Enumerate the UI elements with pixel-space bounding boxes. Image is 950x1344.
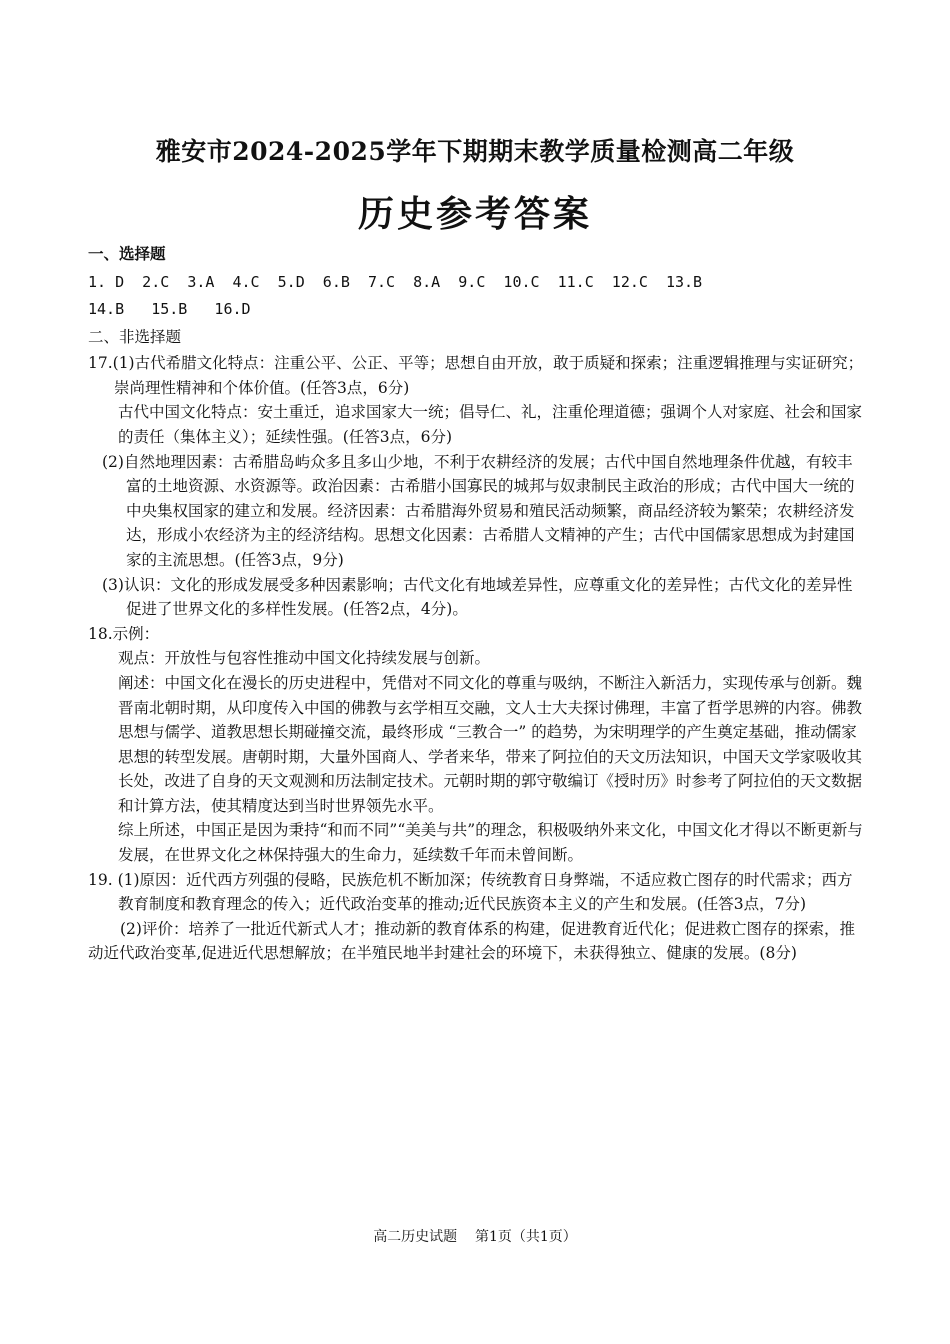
question-18 bbox=[88, 622, 866, 868]
q19-part2: (2)评价：培养了一批近代新式人才；推动新的教育体系的构建，促进教育近代化；促进救亡图存的探索，推动近代政治变革,促进近代思想解放；在半殖民地半封建社会的环境下，未获得独立、健康的发展。(8分) bbox=[88, 919, 855, 963]
q18-viewpoint: 观点：开放性与包容性推动中国文化持续发展与创新。 bbox=[118, 649, 491, 668]
q18-heading: 18.示例： bbox=[88, 624, 160, 643]
q17-part3: (3)认识：文化的形成发展受多种因素影响；古代文化有地域差异性，应尊重文化的差异性；古代文化的差异性促进了世界文化的多样性发展。(任答2点，4分)。 bbox=[102, 575, 853, 619]
document-subtitle: 历史参考答案 bbox=[357, 193, 592, 235]
choice-answers-line-2: 14.B 15.B 16.D bbox=[88, 299, 251, 318]
section-heading-choice: 一、选择题 bbox=[88, 244, 166, 263]
question-19 bbox=[88, 868, 866, 966]
page-footer: 高二历史试题 第1页（共1页） bbox=[373, 1229, 577, 1245]
q19-part1: 19. (1)原因：近代西方列强的侵略，民族危机不断加深；传统教育日身弊端，不适应救亡图存的时代需求；西方教育制度和教育理念的传入；近代政治变革的推动;近代民族资本主义的产生和发展。(任答3点，7分) bbox=[88, 870, 853, 914]
q17-part1: 17.(1)古代希腊文化特点：注重公平、公正、平等；思想自由开放，敢于质疑和探索；注重逻辑推理与实证研究；崇尚理性精神和个体价值。(任答3点，6分) bbox=[88, 354, 864, 397]
q17-part1-china: 古代中国文化特点：安土重迁，追求国家大一统；倡导仁、礼，注重伦理道德；强调个人对家庭、社会和国家的责任（集体主义）；延续性强。(任答3点，6分) bbox=[118, 403, 863, 446]
q18-summary: 综上所述，中国正是因为秉持“和而不同”“美美与共”的理念，积极吸纳外来文化，中国文化才得以不断更新与发展，在世界文化之林保持强大的生命力，延续数千年而未曾间断。 bbox=[118, 821, 863, 865]
q17-part2: (2)自然地理因素：古希腊岛屿众多且多山少地，不利于农耕经济的发展；古代中国自然地理条件优越，有较丰富的土地资源、水资源等。政治因素：古希腊小国寡民的城邦与奴隶制民主政治的形成；古代中国大一统的中央集权国家的建立和发展。经济因素：古希腊海外贸易和殖民活动频繁，商品经济较为繁荣；农耕经济发达，形成小农经济为主的经济结构。思想文化因素：古希腊人文精神的产生；古代中国儒家思想成为封建国家的主流思想。(任答3点，9分) bbox=[102, 452, 855, 569]
answer-content bbox=[88, 240, 866, 966]
choice-answers-line-1: 1. D 2.C 3.A 4.C 5.D 6.B 7.C 8.A 9.C 10.C 11.C 12.C 13.B bbox=[88, 272, 703, 291]
section-heading-nonchoice: 二、非选择题 bbox=[88, 327, 182, 346]
question-17 bbox=[88, 351, 866, 622]
q18-explanation: 阐述：中国文化在漫长的历史进程中，凭借对不同文化的尊重与吸纳，不断注入新活力，实现传承与创新。魏晋南北朝时期，从印度传入中国的佛教与玄学相互交融，文人士大夫探讨佛理，丰富了哲学思辨的内容。佛教思想与儒学、道教思想长期碰撞交流，最终形成 “三教合一” 的趋势，为宋明理学的产生奠定基础，推动儒家思想的转型发展。唐朝时期，大量外国商人、学者来华，带来了阿拉伯的天文历法知识，中国天文学家吸收其长处，改进了自身的天文观测和历法制定技术。元朝时期的郭守敬编订《授时历》时参考了阿拉伯的天文数据和计算方法，使其精度达到当时世界领先水平。 bbox=[118, 673, 863, 815]
exam-title: 雅安市2024-2025学年下期期末教学质量检测高二年级 bbox=[155, 137, 795, 166]
